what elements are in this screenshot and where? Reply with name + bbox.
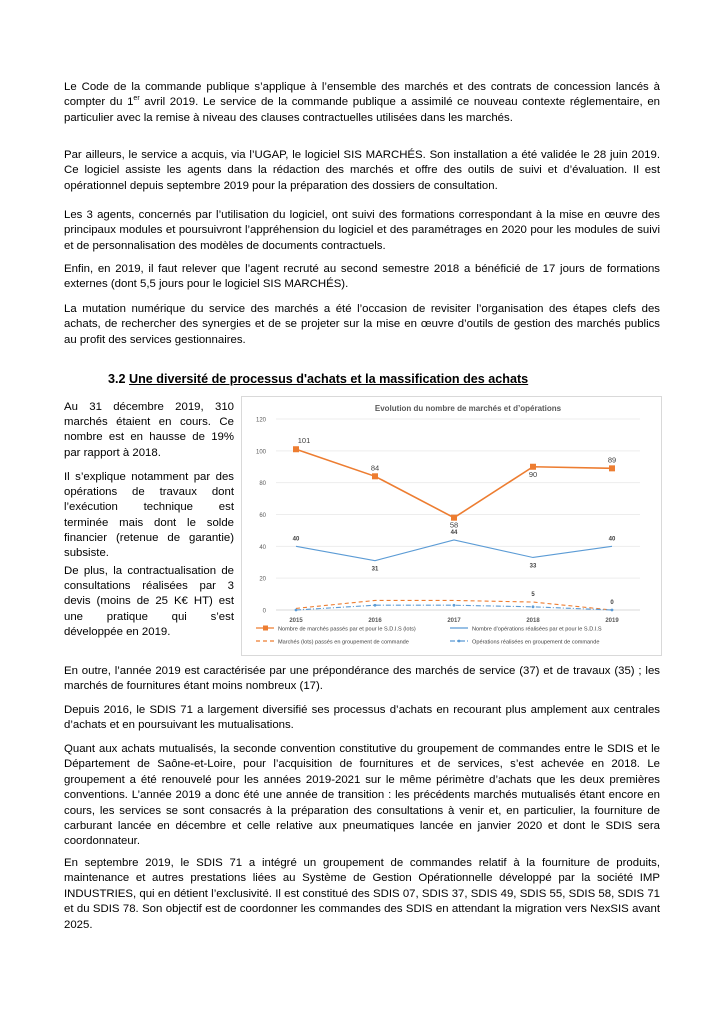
data-point: [453, 604, 456, 607]
data-label: 40: [292, 536, 300, 543]
data-label: 58: [449, 520, 459, 530]
x-tick-label: 2015: [289, 618, 303, 624]
paragraph-achats-mutualises: Quant aux achats mutualisés, la seconde convention constitutive du groupement de commandes entre le SDIS et le Département de Saône-et-Loire, pour l’acquisition de fournitures et de services, s’est achevée en 2018. Le groupement a été renouvelé pour les années 2019-2021 sur le même périmètre d’achats que les deux premières conventions. L’année 2019 a donc été une année de transition : les précédents marchés mutualisés étant encore en cours, les services se sont consacrés à la préparation des consultations à venir et, en particulier, la fourniture de carburant lancée en décembre et celle relative aux pneumatiques lancée en janvier 2020 et dont le SDIS sera coordonnateur.: [64, 743, 660, 848]
data-point: [611, 609, 614, 612]
y-tick-label: 40: [259, 544, 266, 551]
paragraph-formations-externes: Enfin, en 2019, il faut relever que l’agent recruté au second semestre 2018 a bénéficié de 17 jours de formations externes (dont 5,5 jours pour le logiciel SIS MARCHÉS).: [64, 263, 660, 291]
data-label: 89: [607, 455, 617, 465]
data-label: 33: [529, 563, 537, 570]
series-line-1: [296, 449, 612, 517]
legend-label-3: Marchés (lots) passés en groupement de commande: [278, 639, 409, 646]
y-tick-label: 20: [259, 576, 266, 583]
x-tick-label: 2017: [447, 618, 461, 624]
data-point: [293, 446, 299, 452]
paragraph-diversification-achats: Depuis 2016, le SDIS 71 a largement diversifié ses processus d’achats en recourant plus amplement aux centrales d’achats et en poursuivant les mutualisations.: [64, 704, 660, 732]
data-label: 90: [528, 469, 538, 479]
data-point: [609, 465, 615, 471]
section-title: Une diversité de processus d'achats et la massification des achats: [129, 372, 529, 386]
y-tick-label: 80: [259, 481, 266, 488]
legend-label-1: Nombre de marchés passés par et pour le S.D.I.S (lots): [278, 626, 416, 633]
legend-label-2: Nombre d’opérations réalisées par et pour le S.D.I.S: [472, 626, 602, 633]
y-tick-label: 100: [255, 449, 266, 456]
data-label: 101: [297, 436, 311, 446]
data-label: 5: [531, 592, 535, 599]
data-label: 44: [450, 529, 458, 536]
side-paragraph-marches-en-cours: Au 31 décembre 2019, 310 marchés étaient en cours. Ce nombre est en hausse de 19% par rapport à 2018.: [64, 401, 234, 459]
chart-container: [241, 396, 662, 656]
side-paragraph-contractualisation: De plus, la contractualisation de consultations réalisées par 3 devis (moins de 25 K€ HT) est une pratique qui s’est développée en 2019.: [64, 565, 234, 638]
data-point: [295, 609, 298, 612]
data-label: 0: [610, 600, 614, 606]
series-line-2: [296, 540, 612, 561]
line-chart: [242, 397, 661, 655]
data-label: 31: [371, 566, 379, 573]
x-tick-label: 2019: [605, 618, 619, 624]
superscript-er: er: [133, 95, 140, 103]
paragraph-logiciel-sis: Par ailleurs, le service a acquis, via l’UGAP, le logiciel SIS MARCHÉS. Son installation a été validée le 28 juin 2019. Ce logiciel assiste les agents dans la rédaction des marchés et offre des outils de suivi et d’évaluation. Il est opérationnel depuis septembre 2019 pour la préparation des dossiers de consultation.: [64, 149, 660, 192]
data-point: [532, 605, 535, 608]
x-tick-label: 2016: [368, 618, 382, 624]
data-point: [372, 473, 378, 479]
y-tick-label: 0: [262, 608, 266, 615]
data-label: 84: [370, 463, 380, 473]
paragraph-groupement-imp: En septembre 2019, le SDIS 71 a intégré un groupement de commandes relatif à la fourniture de produits, maintenance et autres prestations liées au Système de Gestion Opérationnelle développé par la société IMP INDUSTRIES, qui en détient l’exclusivité. Il est constitué des SDIS 07, SDIS 37, SDIS 49, SDIS 55, SDIS 58, SDIS 71 et du SDIS 78. Son objectif est de coordonner les commandes des SDIS en attendant la migration vers NexSIS avant 2025.: [64, 857, 660, 931]
y-tick-label: 120: [255, 417, 266, 424]
paragraph-mutation-numerique: La mutation numérique du service des marchés a été l’occasion de revisiter l’organisation des étapes clefs des achats, de rechercher des synergies et de se projeter sur la mise en œuvre d’outils de gestion des marchés publics au profit des services gestionnaires.: [64, 303, 660, 346]
y-tick-label: 60: [259, 513, 266, 519]
side-paragraph-operations-travaux: Il s’explique notamment par des opérations de travaux dont l’exécution technique est terminée mais dont le solde financier (retenue de garantie) subsiste.: [64, 471, 234, 560]
paragraph-formations-agents: Les 3 agents, concernés par l’utilisation du logiciel, ont suivi des formations correspondant à la mise en œuvre des principaux modules et poursuivront l’appréhension du logiciel et des paramétrages en 2020 pour les modules de suivi et de personnalisation des modèles de documents contractuels.: [64, 209, 660, 252]
legend-marker: [458, 640, 461, 643]
section-heading: [108, 372, 528, 386]
legend-marker: [263, 626, 268, 631]
chart-title: Evolution du nombre de marchés et d’opérations: [374, 404, 562, 413]
data-point: [374, 604, 377, 607]
legend-label-4: Opérations réalisées en groupement de commande: [472, 639, 600, 646]
paragraph-preponderance-marches: En outre, l’année 2019 est caractérisée par une prépondérance des marchés de service (37) et de travaux (35) ; les marchés de fournitures étant moins nombreux (17).: [64, 665, 660, 693]
paragraph-code-commande-publique: Le Code de la commande publique s’applique à l’ensemble des marchés et des contrats de concession lancés à compter du 1er avril 2019. Le service de la commande publique a assimilé ce nouveau contexte réglementaire, en particulier avec la remise à niveau des clauses contractuelles utilisées dans les marchés.: [64, 81, 660, 124]
section-number: 3.2: [108, 372, 126, 386]
x-tick-label: 2018: [526, 618, 540, 624]
data-label: 40: [608, 536, 616, 543]
